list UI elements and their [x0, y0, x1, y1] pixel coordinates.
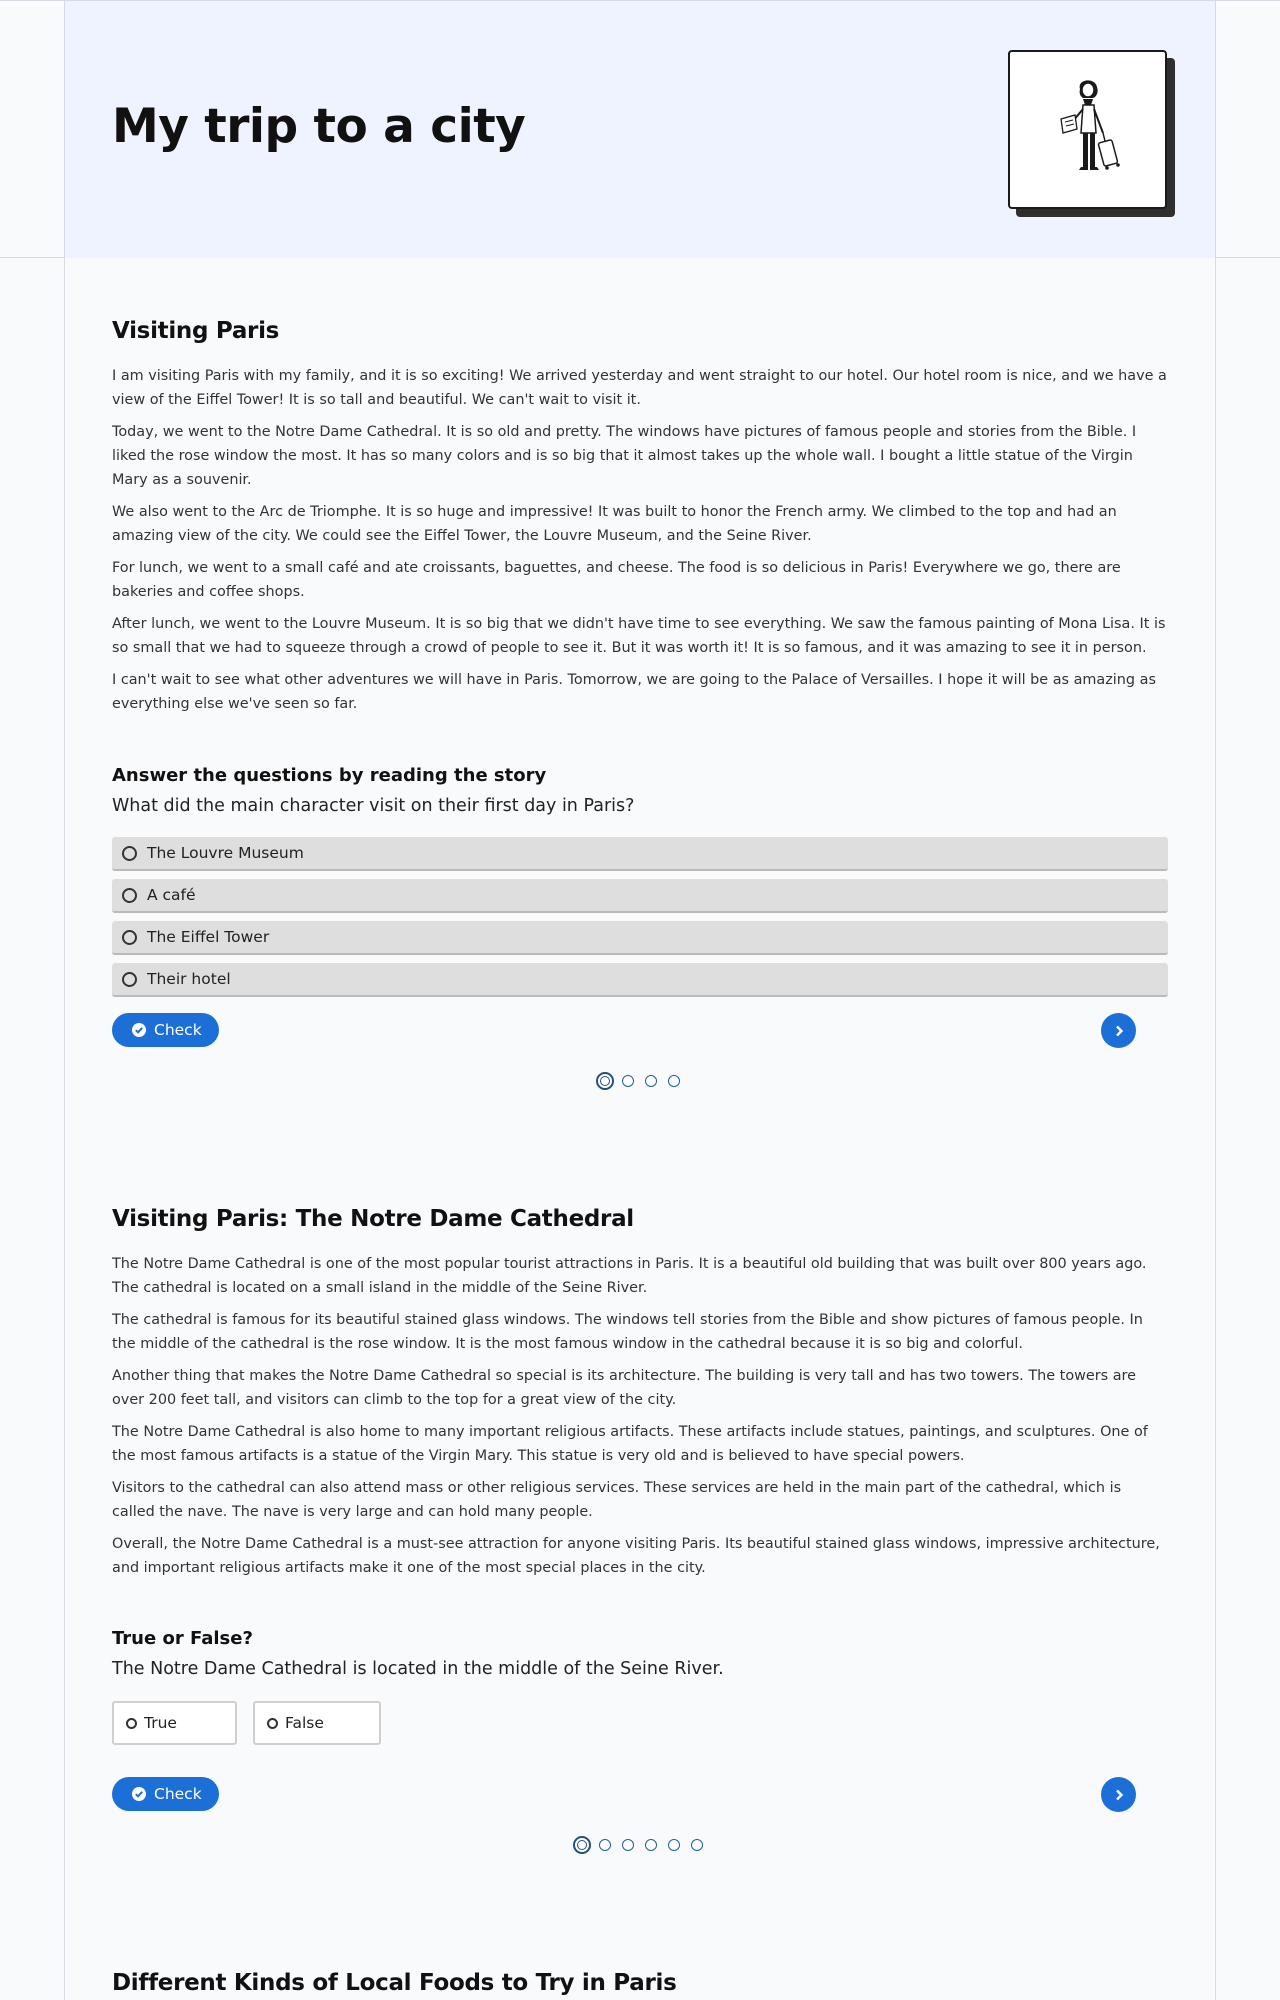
check-circle-icon	[132, 1023, 146, 1037]
pagination-dot[interactable]	[668, 1839, 680, 1851]
answer-option-label: Their hotel	[147, 970, 231, 988]
chevron-right-icon	[1112, 1788, 1126, 1802]
quiz-heading: True or False?	[112, 1628, 253, 1649]
article-paragraph: The Notre Dame Cathedral is one of the most popular tourist attractions in Paris. It is a beautiful old building that was built over 800 years ago. The cathedral is located on a small island in the middle of the Seine River.	[112, 1256, 1147, 1296]
page-frame-left	[64, 0, 65, 2000]
check-button[interactable]	[112, 1013, 219, 1047]
radio-icon	[126, 1718, 137, 1729]
page-frame-right	[1215, 0, 1216, 2000]
pagination-dot[interactable]	[622, 1839, 634, 1851]
traveler-illustration-icon	[1043, 75, 1133, 185]
true-option[interactable]	[112, 1701, 237, 1745]
answer-option-label: The Eiffel Tower	[147, 928, 270, 946]
true-option-label: True	[144, 1714, 177, 1732]
false-option-label: False	[285, 1714, 324, 1732]
story-paragraph: We also went to the Arc de Triomphe. It is so huge and impressive! It was built to honor the French army. We climbed to the top and had an amazing view of the city. We could see the Eiffel Tower, the Louvre Museum, and the Seine River.	[112, 504, 1117, 544]
next-question-button[interactable]	[1101, 1777, 1136, 1812]
section-local-foods	[112, 1970, 1168, 1996]
false-option[interactable]	[253, 1701, 381, 1745]
pagination-dot[interactable]	[668, 1075, 680, 1087]
hero-banner	[0, 0, 1280, 258]
story-paragraph: For lunch, we went to a small café and ate croissants, baguettes, and cheese. The food is so delicious in Paris! Everywhere we go, there are bakeries and coffee shops.	[112, 560, 1121, 600]
answer-option-label: The Louvre Museum	[147, 844, 304, 862]
question-pagination	[596, 1072, 691, 1090]
answer-option[interactable]	[112, 963, 1168, 997]
quiz-multiple-choice	[112, 765, 1168, 816]
pagination-dot[interactable]	[599, 1839, 611, 1851]
pagination-dot-active[interactable]	[596, 1072, 614, 1090]
story-paragraph: After lunch, we went to the Louvre Museum. It is so big that we didn't have time to see everything. We saw the famous painting of Mona Lisa. It is so small that we had to squeeze through a crowd of people to see it. But it was worth it! It is so famous, and it was amazing to see it in person.	[112, 616, 1166, 656]
article-paragraph: The Notre Dame Cathedral is also home to many important religious artifacts. These artifacts include statues, paintings, and sculptures. One of the most famous artifacts is a statue of the Virgin Mary. This statue is very old and is believed to have special powers.	[112, 1424, 1148, 1464]
section-title: Different Kinds of Local Foods to Try in Paris	[112, 1970, 677, 1996]
section-visiting-paris	[112, 318, 1168, 716]
story-text	[112, 364, 1168, 716]
article-paragraph: Visitors to the cathedral can also attend mass or other religious services. These services are held in the main part of the cathedral, which is called the nave. The nave is very large and can hold many people.	[112, 1480, 1122, 1520]
story-paragraph: Today, we went to the Notre Dame Cathedral. It is so old and pretty. The windows have pictures of famous people and stories from the Bible. I liked the rose window the most. It has so many colors and is so big that it almost takes up the whole wall. I bought a little statue of the Virgin Mary as a souvenir.	[112, 424, 1137, 488]
pagination-dot[interactable]	[645, 1075, 657, 1087]
answer-option[interactable]	[112, 921, 1168, 955]
article-paragraph: Overall, the Notre Dame Cathedral is a must-see attraction for anyone visiting Paris. Its beautiful stained glass windows, impressive architecture, and important religious artifacts make it one of the most special places in the city.	[112, 1536, 1160, 1576]
check-button-label: Check	[154, 1021, 202, 1039]
quiz-true-false	[112, 1628, 1168, 1679]
section-notre-dame	[112, 1206, 1168, 1580]
article-paragraph: The cathedral is famous for its beautiful stained glass windows. The windows tell stories from the Bible and show pictures of famous people. In the middle of the cathedral is the rose window. It is the most famous window in the cathedral because it is so big and colorful.	[112, 1312, 1143, 1352]
section-title: Visiting Paris	[112, 318, 280, 344]
answer-option[interactable]	[112, 879, 1168, 913]
article-paragraph: Another thing that makes the Notre Dame Cathedral so special is its architecture. The building is very tall and has two towers. The towers are over 200 feet tall, and visitors can climb to the top for a great view of the city.	[112, 1368, 1137, 1408]
quiz-question: What did the main character visit on their first day in Paris?	[112, 796, 635, 816]
question-pagination	[573, 1836, 714, 1854]
quiz-question: The Notre Dame Cathedral is located in the middle of the Seine River.	[112, 1659, 724, 1679]
story-paragraph: I am visiting Paris with my family, and it is so exciting! We arrived yesterday and went straight to our hotel. Our hotel room is nice, and we have a view of the Eiffel Tower! It is so tall and beautiful. We can't wait to visit it.	[112, 368, 1167, 408]
next-question-button[interactable]	[1101, 1013, 1136, 1048]
pagination-dot-active[interactable]	[573, 1836, 591, 1854]
pagination-dot[interactable]	[645, 1839, 657, 1851]
radio-icon	[122, 930, 137, 945]
article-text	[112, 1252, 1168, 1580]
radio-icon	[122, 972, 137, 987]
radio-icon	[267, 1718, 278, 1729]
quiz-heading: Answer the questions by reading the story	[112, 765, 547, 786]
radio-icon	[122, 846, 137, 861]
story-paragraph: I can't wait to see what other adventures we will have in Paris. Tomorrow, we are going to the Palace of Versailles. I hope it will be as amazing as everything else we've seen so far.	[112, 672, 1156, 712]
answer-option[interactable]	[112, 837, 1168, 871]
chevron-right-icon	[1112, 1024, 1126, 1038]
check-button-label: Check	[154, 1785, 202, 1803]
check-button[interactable]	[112, 1777, 219, 1811]
pagination-dot[interactable]	[622, 1075, 634, 1087]
section-title: Visiting Paris: The Notre Dame Cathedral	[112, 1206, 634, 1232]
answer-option-label: A café	[147, 886, 196, 904]
hero-illustration-card	[1008, 50, 1167, 209]
page-title: My trip to a city	[112, 99, 526, 154]
quiz-options	[112, 837, 1168, 1037]
check-circle-icon	[132, 1787, 146, 1801]
radio-icon	[122, 888, 137, 903]
pagination-dot[interactable]	[691, 1839, 703, 1851]
